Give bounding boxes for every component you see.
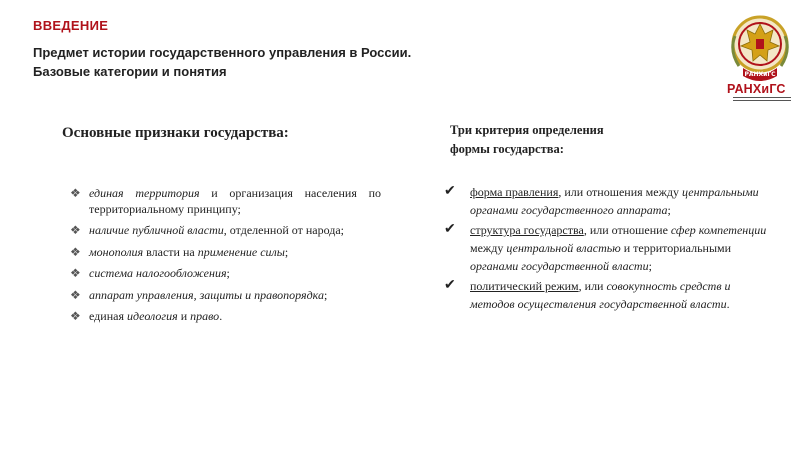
brand-wordmark: РАНХиГС	[727, 82, 786, 96]
brand-tagline-decoration	[733, 96, 791, 102]
diamond-bullet-icon: ❖	[70, 309, 81, 323]
state-form-criteria-list	[442, 183, 767, 315]
section-label: ВВЕДЕНИЕ	[33, 18, 109, 33]
header-section	[33, 18, 411, 81]
right-heading-line-2: формы государства:	[450, 142, 564, 156]
diamond-bullet-icon: ❖	[70, 223, 81, 237]
page-title-line-2: Базовые категории и понятия	[33, 64, 227, 79]
checkmark-icon: ✔	[444, 222, 456, 237]
list-item: ❖ система налогообложения;	[70, 266, 230, 280]
state-features-list	[68, 186, 381, 331]
list-item: ✔ структура государства, или отношение сфер компетенции между центральной властью и территориальными органами государственной власти;	[444, 222, 767, 273]
right-heading-line-1: Три критерия определения	[450, 123, 604, 137]
list-item: ❖ единая территория и организация населения по территориальному принципу;	[70, 186, 381, 216]
page-title	[33, 43, 411, 81]
list-item: ❖ монополия власти на применение силы;	[70, 244, 289, 259]
list-item: ✔ политический режим, или совокупность средств и методов осуществления государственной власти.	[444, 278, 731, 311]
list-item: ❖ аппарат управления, защиты и правопорядка;	[70, 287, 328, 302]
emblem-text: РАНХиГС	[744, 71, 776, 78]
diamond-bullet-icon: ❖	[70, 244, 81, 259]
diamond-bullet-icon: ❖	[70, 287, 81, 302]
diamond-bullet-icon: ❖	[70, 266, 81, 280]
list-item: ❖ наличие публичной власти, отделенной от народа;	[70, 223, 344, 237]
diamond-bullet-icon: ❖	[70, 186, 81, 200]
checkmark-icon: ✔	[444, 278, 456, 293]
checkmark-icon: ✔	[444, 184, 456, 199]
right-column-heading	[450, 121, 604, 159]
left-column-heading: Основные признаки государства:	[62, 125, 289, 141]
page-title-line-1: Предмет истории государственного управления в России.	[33, 45, 412, 60]
list-item: ❖ единая идеология и право.	[70, 309, 223, 323]
list-item: ✔ форма правления, или отношения между центральными органами государственного аппарата;	[444, 184, 759, 217]
